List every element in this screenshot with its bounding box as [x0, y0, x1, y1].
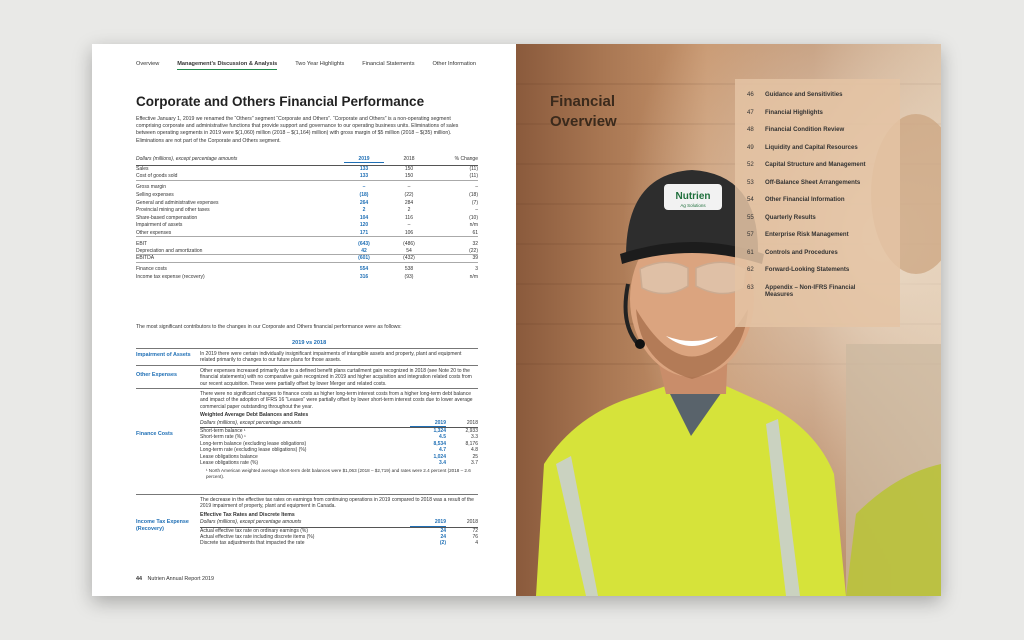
tax-header-2019: 2019: [410, 519, 446, 526]
row-value-2019: 8,534: [433, 440, 446, 447]
financial-overview-title: [550, 92, 617, 132]
contributors-intro: The most significant contributors to the changes in our Corporate and Others financial performance were as follows:: [136, 324, 402, 330]
row-value-2018: –: [407, 222, 411, 229]
header-2019: 2019: [344, 156, 384, 163]
finance-costs-label: Finance Costs: [136, 431, 173, 437]
row-value-2019: (2): [439, 540, 446, 547]
table-row: [200, 460, 478, 466]
table-row: [136, 229, 478, 237]
page-title: Corporate and Others Financial Performance: [136, 94, 425, 109]
toc-label: Controls and Procedures: [765, 248, 838, 256]
header-change: % Change: [454, 156, 478, 162]
row-value-2019: 264: [359, 199, 369, 206]
row-change: –: [475, 207, 478, 214]
row-value-2018: 116: [405, 214, 413, 221]
table-body: [136, 166, 478, 281]
row-label: Actual effective tax rate on ordinary earnings (%): [200, 527, 309, 534]
tax-header-2018: 2018: [466, 519, 478, 526]
toc-label: Quarterly Results: [765, 213, 816, 221]
row-value-2018: (93): [404, 274, 414, 281]
toc-page-number: 53: [747, 178, 754, 186]
row-change: (10): [469, 214, 478, 221]
row-change: (11): [469, 166, 478, 173]
toc-page-number: 61: [747, 248, 754, 256]
row-value-2019: 24: [440, 534, 446, 541]
row-label: Other expenses: [136, 229, 172, 236]
row-label: Lease obligations rate (%): [200, 459, 259, 466]
row-value-2018: 72: [472, 527, 478, 534]
nav-financial-statements[interactable]: Financial Statements: [362, 61, 415, 67]
finance-costs-content: [200, 391, 478, 480]
toc-item[interactable]: [747, 249, 900, 256]
row-value-2018: (432): [403, 255, 415, 262]
toc-label: Other Financial Information: [765, 196, 845, 203]
nav-other-information[interactable]: Other Information: [432, 61, 476, 67]
table-row: [136, 222, 478, 230]
report-name: Nutrien Annual Report 2019: [147, 576, 215, 582]
toc-item[interactable]: [747, 144, 900, 151]
row-change: 3: [475, 266, 478, 273]
table-row: [136, 273, 478, 281]
row-change: 32: [472, 240, 478, 247]
row-value-2018: 150: [404, 166, 414, 173]
tax-table-body: [200, 528, 478, 547]
row-value-2019: 2: [362, 207, 366, 214]
row-value-2019: 171: [359, 229, 369, 236]
row-label: EBIT: [136, 240, 148, 247]
safety-glasses: [640, 262, 688, 293]
row-value-2018: 8,176: [465, 440, 478, 447]
debt-footnote: ¹ North American weighted average short-term debt balances were $1,063 (2018 – $2,719) and rates were 2.4 percent (2018 – 2.6 percent).: [206, 468, 471, 479]
row-label: Depreciation and amortization: [136, 247, 203, 254]
row-label: Finance costs: [136, 266, 167, 273]
row-value-2018: 4.8: [471, 447, 478, 454]
row-label: Long-term rate (excluding lease obligations) (%): [200, 447, 307, 454]
nav-overview[interactable]: Overview: [136, 61, 160, 67]
toc-item[interactable]: [747, 161, 900, 168]
row-label: Impairment of assets: [136, 222, 183, 229]
table-row: [136, 247, 478, 255]
row-label: Selling expenses: [136, 192, 174, 199]
toc-label: Off-Balance Sheet Arrangements: [765, 178, 861, 186]
row-label: Cost of goods sold: [136, 173, 178, 180]
toc-page-number: 55: [747, 213, 754, 221]
tax-header-label: Dollars (millions), except percentage amounts: [200, 519, 302, 526]
row-label: Income tax expense (recovery): [136, 274, 205, 281]
row-change: 61: [472, 229, 478, 236]
toc-label: Liquidity and Capital Resources: [765, 143, 858, 151]
row-label: Discrete tax adjustments that impacted the rate: [200, 540, 305, 547]
row-label: Actual effective tax rate including discrete items (%): [200, 534, 315, 541]
toc-label: Financial Highlights: [765, 108, 823, 116]
toc-label: Financial Condition Review: [765, 126, 845, 133]
row-value-2018: –: [407, 184, 411, 191]
table-row: [136, 199, 478, 207]
debt-table-header: [200, 420, 478, 428]
income-tax-text: The decrease in the effective tax rates on earnings from continuing operations in 2019 compared to 2018 was a result of the 2019 impairment of property, plant and equipment in Canada.: [200, 497, 474, 510]
row-value-2018: 54: [406, 247, 412, 254]
toc-item[interactable]: [747, 266, 900, 273]
toc-label: Capital Structure and Management: [765, 161, 866, 168]
table-row: [136, 206, 478, 214]
row-label: Short-term balance ¹: [200, 428, 246, 435]
income-tax-section: [136, 494, 478, 556]
row-change: n/m: [469, 222, 478, 229]
row-value-2019: 554: [359, 266, 369, 273]
row-label: General and administrative expenses: [136, 199, 219, 206]
toc-item[interactable]: [747, 284, 900, 298]
financial-table: [136, 156, 478, 281]
toc-page-number: 47: [747, 108, 754, 116]
income-tax-content: [200, 497, 478, 547]
row-value-2018: 106: [404, 229, 414, 236]
row-value-2018: 3.3: [471, 434, 478, 441]
row-label: Gross margin: [136, 184, 167, 191]
toc-page-number: 46: [747, 91, 754, 98]
tax-table: [200, 519, 478, 547]
row-value-2018: 284: [404, 199, 414, 206]
row-value-2019: 4.5: [439, 434, 446, 441]
row-value-2018: 2: [407, 207, 411, 214]
cap-brand-text: Nutrien: [675, 191, 711, 202]
row-label: Short-term rate (%) ¹: [200, 434, 246, 441]
intro-paragraph: Effective January 1, 2019 we renamed the “Others” segment “Corporate and Others”. “Corporate and Others” is a non-operating segment comprising corporate and administrative functions that provide support and governance to our operating business units. Eliminations of sales between operating segments in 2019 were $(1,060) million (2018 – $(1,164) million) with gross margin of $5 million (2018 – $(35) million). Eliminations are not part of the Corporate and Others segment.: [136, 116, 459, 144]
other-expenses-label: Other Expenses: [136, 372, 178, 378]
toc-page-number: 62: [747, 266, 754, 273]
row-value-2018: 4: [475, 540, 478, 547]
income-tax-label: Income Tax Expense (Recovery): [136, 519, 189, 532]
header-label: Dollars (millions), except percentage amounts: [136, 156, 238, 162]
row-value-2019: 133: [359, 166, 369, 173]
report-spread: [92, 44, 941, 596]
toc-item[interactable]: [747, 231, 900, 238]
table-row: [136, 214, 478, 222]
toc-page-number: 52: [747, 161, 754, 168]
debt-header-2019: 2019: [410, 420, 446, 427]
toc-item[interactable]: [747, 91, 900, 98]
section-nav: [136, 61, 476, 70]
toc-item[interactable]: [747, 109, 900, 116]
toc-label: Forward-Looking Statements: [765, 266, 850, 273]
title-line-2: Overview: [550, 113, 617, 130]
debt-table-body: [200, 428, 478, 466]
toc-item[interactable]: [747, 126, 900, 133]
row-label: Provincial mining and other taxes: [136, 207, 210, 214]
row-change: n/m: [469, 274, 478, 281]
toc-page-number: 57: [747, 231, 754, 238]
row-value-2018: 76: [472, 534, 478, 541]
toc-page-number: 63: [747, 283, 754, 291]
table-row: [136, 184, 478, 192]
row-change: 39: [472, 255, 478, 262]
row-value-2019: 316: [359, 274, 369, 281]
row-label: EBITDA: [136, 255, 155, 262]
row-value-2018: 538: [404, 266, 414, 273]
table-row: [136, 266, 478, 274]
nav-mdna[interactable]: Management’s Discussion & Analysis: [177, 61, 277, 70]
other-expenses-text: Other expenses increased primarily due to a defined benefit plans curtailment gain recognized in 2018 (see Note 20 to the financial statements) with no comparative gain recognized in 2019 and higher acquisition and integration related costs from our recent acquisition. These were partially offset by lower Merger and related costs.: [200, 368, 472, 387]
debt-table-title: Weighted Average Debt Balances and Rates: [200, 412, 309, 419]
row-value-2019: 24: [440, 527, 446, 534]
finance-costs-text: There were no significant changes to finance costs as higher long-term interest costs from a higher long-term debt balance and impact of the adoption of IFRS 16 “Leases” were partially offset by lower short-term interest costs due to lower average commercial paper outstanding throughout the year.: [200, 391, 473, 410]
table-of-contents: [735, 79, 900, 327]
row-change: (22): [469, 247, 478, 254]
row-value-2019: 1,324: [433, 428, 446, 435]
toc-page-number: 48: [747, 126, 754, 133]
row-label: Share-based compensation: [136, 214, 198, 221]
row-value-2019: 4.7: [439, 447, 446, 454]
debt-table: [200, 420, 478, 467]
row-value-2018: 3.7: [471, 459, 478, 466]
toc-page-number: 54: [747, 196, 754, 203]
row-value-2018: 25: [472, 453, 478, 460]
comparison-heading: 2019 vs 2018: [292, 340, 327, 346]
row-value-2019: (18): [359, 192, 369, 199]
toc-item[interactable]: [747, 214, 900, 221]
impairment-text: In 2019 there were certain individually insignificant impairments of intangible assets and property, plant and equipment related primarily to changes to our future plans for those assets.: [200, 351, 462, 364]
row-change: (7): [471, 199, 478, 206]
toc-item[interactable]: [747, 196, 900, 203]
toc-page-number: 49: [747, 143, 754, 151]
debt-header-2018: 2018: [466, 419, 478, 426]
left-page: [92, 44, 516, 596]
table-row: [136, 191, 478, 199]
table-row: [200, 540, 478, 546]
row-label: Sales: [136, 166, 149, 173]
header-2018: 2018: [403, 156, 415, 162]
row-value-2019: 120: [359, 222, 369, 229]
toc-item[interactable]: [747, 179, 900, 186]
row-value-2019: 3.4: [439, 459, 446, 466]
toc-list: [747, 91, 900, 298]
row-change: (11): [469, 173, 478, 180]
row-value-2018: 2,933: [465, 428, 478, 435]
toc-label: Guidance and Sensitivities: [765, 91, 843, 98]
tax-table-header: [200, 519, 478, 527]
row-value-2019: (643): [358, 240, 370, 247]
nav-two-year-highlights[interactable]: Two Year Highlights: [295, 61, 345, 67]
table-header: [136, 156, 478, 166]
impairment-label: Impairment of Assets: [136, 352, 191, 358]
table-row: [136, 255, 478, 263]
toc-label: Appendix – Non-IFRS Financial Measures: [765, 283, 856, 298]
table-row: [136, 173, 478, 181]
row-value-2018: (486): [403, 240, 415, 247]
row-change: (18): [469, 192, 478, 199]
page-footer: [136, 576, 214, 582]
toc-label: Enterprise Risk Management: [765, 231, 849, 238]
row-label: Lease obligations balance: [200, 453, 258, 460]
row-change: –: [475, 184, 478, 191]
debt-header-label: Dollars (millions), except percentage amounts: [200, 419, 302, 426]
row-value-2019: (601): [358, 255, 370, 262]
right-page: [516, 44, 941, 596]
row-value-2018: (22): [404, 192, 414, 199]
row-value-2019: 1,024: [433, 453, 446, 460]
row-value-2019: 133: [359, 173, 369, 180]
row-label: Long-term balance (excluding lease obligations): [200, 440, 307, 447]
cap-sub-text: Ag Solutions: [680, 203, 706, 208]
row-value-2019: –: [362, 184, 366, 191]
row-value-2018: 150: [404, 173, 414, 180]
row-value-2019: 42: [361, 247, 367, 254]
table-row: [136, 166, 478, 174]
title-line-1: Financial: [550, 93, 616, 110]
tax-table-title: Effective Tax Rates and Discrete Items: [200, 511, 295, 518]
impairment-section: [136, 348, 478, 364]
other-expenses-section: [136, 365, 478, 387]
page-number: 44: [136, 576, 142, 582]
table-row: [136, 240, 478, 248]
row-value-2019: 104: [359, 214, 369, 221]
finance-costs-section: [136, 388, 478, 492]
